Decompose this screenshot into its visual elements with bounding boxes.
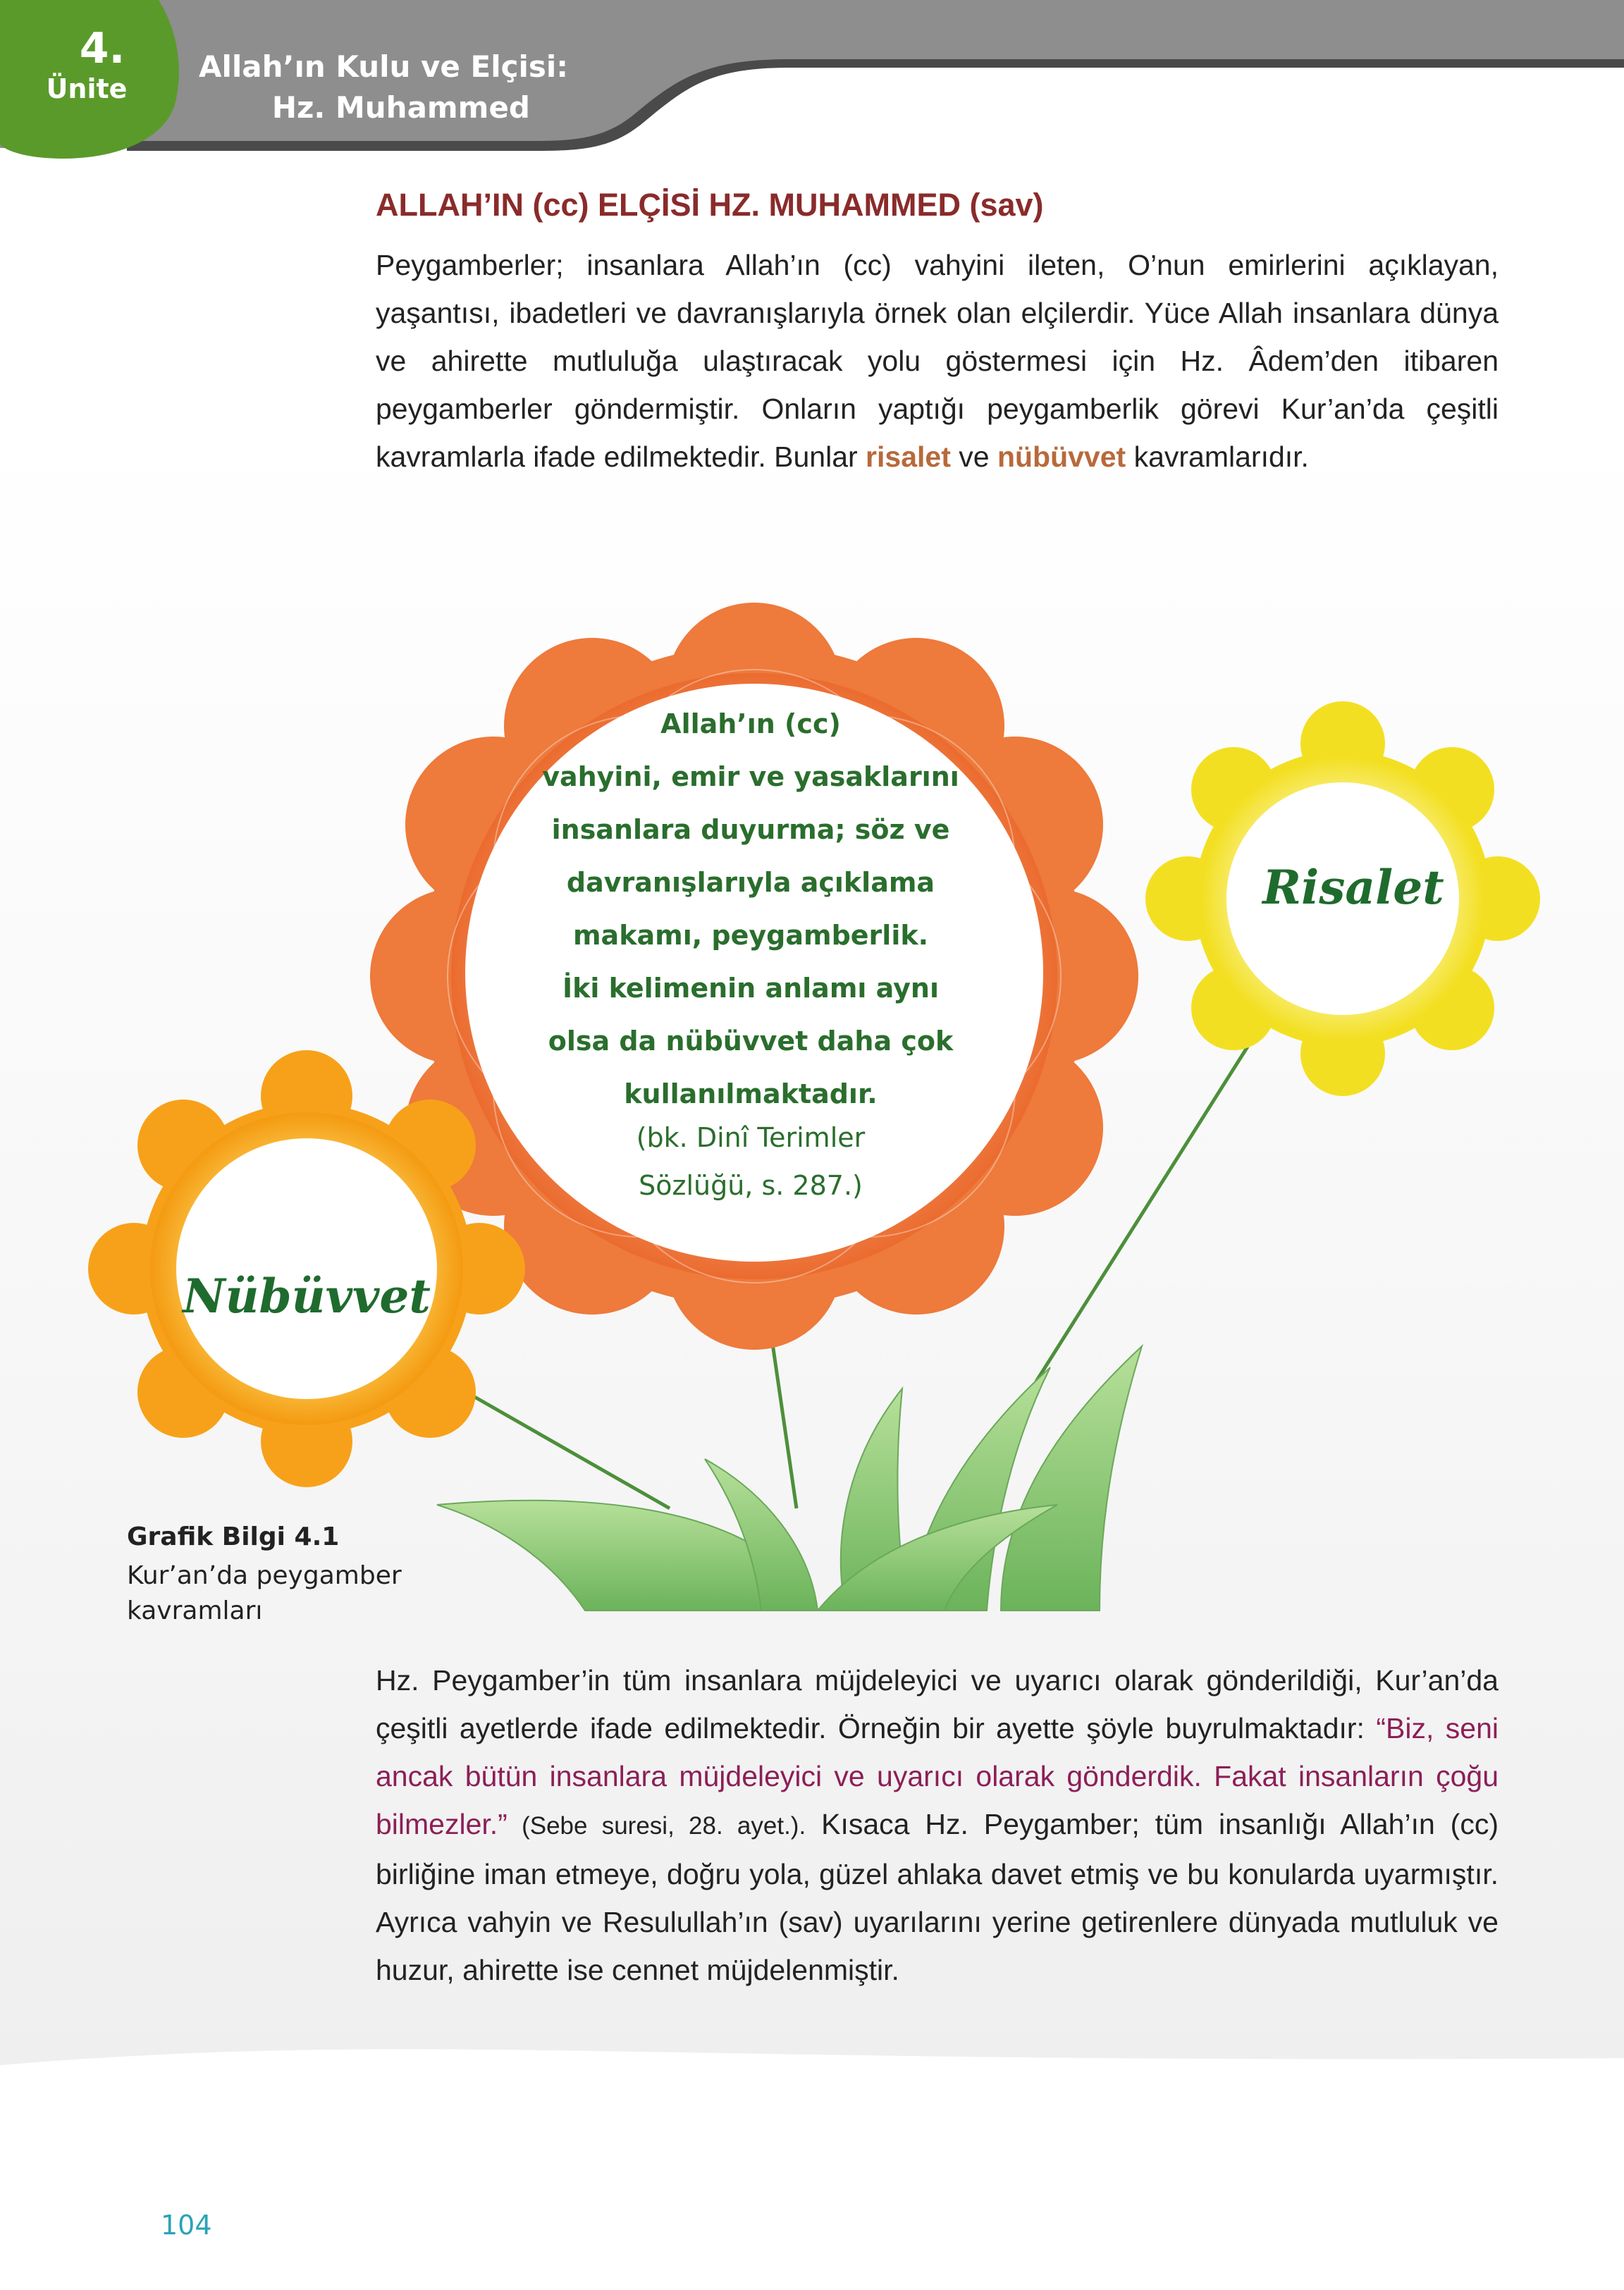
- reference-line: (bk. Dinî Terimler: [636, 1122, 866, 1153]
- definition-line: olsa da nübüvvet daha çok: [548, 1026, 954, 1057]
- unit-label: Ünite: [46, 73, 128, 104]
- unit-number: 4.: [79, 24, 125, 73]
- ayah-quote: “Biz, seni ancak bütün insanlara müjdeleyici ve uyarıcı olarak gönderdik. Fakat insanların çoğu bilmezler.”: [376, 1712, 1499, 1840]
- intro-ending: kavramlarıdır.: [1126, 441, 1309, 473]
- definition-line: davranışlarıyla açıklama: [566, 867, 935, 898]
- figure-caption-line: Kur’an’da peygamber: [127, 1561, 402, 1590]
- leaves: [437, 1346, 1142, 1611]
- intro-paragraph: [376, 241, 1499, 481]
- nubuvvet-label: Nübüvvet: [183, 1269, 431, 1324]
- figure-caption-title: Grafik Bilgi 4.1: [127, 1522, 340, 1551]
- glossary-reference: [536, 1114, 966, 1209]
- term-nubuvvet: nübüvvet: [997, 441, 1126, 473]
- unit-title-line2: Hz. Muhammed: [271, 90, 530, 125]
- peygamberlik-definition: [493, 698, 1008, 1121]
- definition-line: insanlara duyurma; söz ve: [551, 814, 950, 845]
- figure-caption-line: kavramları: [127, 1596, 263, 1625]
- term-risalet: risalet: [866, 441, 951, 473]
- intro-conjunction: ve: [950, 441, 997, 473]
- definition-line: vahyini, emir ve yasaklarını: [542, 761, 959, 792]
- unit-header-band: [0, 0, 1624, 169]
- definition-line: kullanılmaktadır.: [624, 1078, 878, 1109]
- ayah-citation: (Sebe suresi, 28. ayet.).: [507, 1812, 806, 1840]
- risalet-label: Risalet: [1262, 860, 1444, 915]
- section-title: ALLAH’IN (cc) ELÇİSİ HZ. MUHAMMED (sav): [376, 187, 1044, 223]
- intro-text: Peygamberler; insanlara Allah’ın (cc) vahyini ileten, O’nun emirlerini açıklayan, yaşantısı, ibadetleri ve davranışlarıyla örnek olan elçilerdir. Yüce Allah insanlara dünya ve ahirette mutluluğa ulaştıracak yolu göstermesi için Hz. Âdem’den itibaren peygamberler göndermiştir. Onların yaptığı peygamberlik görevi Kur’an’da çeşitli kavramlarla ifade edilmektedir. Bunlar: [376, 249, 1499, 473]
- unit-title-line1: Allah’ın Kulu ve Elçisi:: [199, 49, 569, 84]
- page-number: 104: [161, 2210, 212, 2241]
- reference-line: Sözlüğü, s. 287.): [639, 1170, 863, 1201]
- body-text: Hz. Peygamber’in tüm insanlara müjdeleyici ve uyarıcı olarak gönderildiği, Kur’an’da çeşitli ayetlerde ifade edilmektedir. Örneğin bir ayette şöyle buyrulmaktadır:: [376, 1664, 1499, 1744]
- body-paragraph: [376, 1656, 1499, 1994]
- definition-line: makamı, peygamberlik.: [572, 920, 929, 951]
- definition-line: Allah’ın (cc): [660, 708, 841, 739]
- definition-line: İki kelimenin anlamı aynı: [562, 973, 939, 1004]
- body-text-continued: Kısaca Hz. Peygamber; tüm insanlığı Allah’ın (cc) birliğine iman etmeye, doğru yola, güzel ahlaka davet etmiş ve bu konularda uyarmıştır. Ayrıca vahyin ve Resulullah’ın (sav) uyarılarını yerine getirenlere dünyada mutluluk ve huzur, ahirette ise cennet müjdelenmiştir.: [376, 1808, 1499, 1986]
